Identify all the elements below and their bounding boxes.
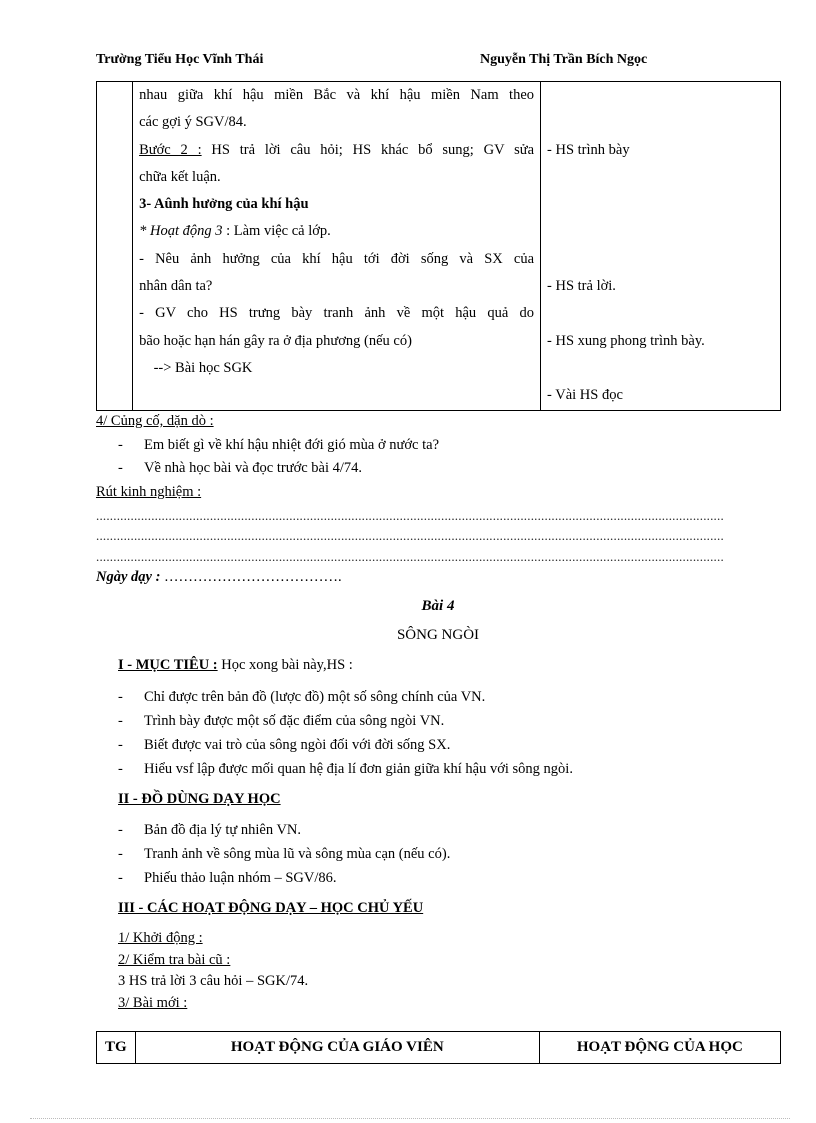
consolidation-heading: 4/ Củng cố, dặn dò : [96, 413, 214, 429]
table-line: chữa kết luận. [139, 168, 221, 185]
table-line [547, 109, 780, 136]
table-line: - HS xung phong trình bày. [547, 332, 705, 349]
lesson-number: Bài 4 [421, 598, 455, 614]
step-text: HS trả lời câu hỏi; HS khác bổ sung; GV sửa [201, 141, 535, 158]
bullet-dash: - [118, 761, 123, 777]
table-line: - Vài HS đọc [547, 387, 623, 404]
list-item-text: Tranh ảnh về sông mùa lũ và sông mùa cạn (nếu có). [144, 846, 451, 862]
teaching-date [96, 569, 342, 586]
bullet-dash: - [118, 822, 123, 838]
table-line: - Nêu ảnh hưởng của khí hậu tới đời sống và SX của [139, 250, 535, 267]
bullet-dash: - [118, 713, 123, 729]
bullet-dash: - [118, 689, 123, 705]
section-heading: I - MỤC TIÊU : [118, 657, 218, 673]
table-line: - HS trả lời. [547, 278, 616, 295]
table-line: bão hoặc hạn hán gây ra ở địa phương (nếu có) [139, 332, 412, 349]
list-item-text: Biết được vai trò của sông ngòi đối với đời sống SX. [144, 737, 451, 753]
table-line: - HS trình bày [547, 141, 630, 158]
teacher-activity-cell [133, 82, 541, 411]
table-line [139, 382, 534, 409]
table-line [139, 218, 534, 245]
date-label: Ngày dạy : [96, 569, 161, 585]
student-activity-cell [541, 82, 781, 411]
bullet-dash: - [118, 870, 123, 886]
list-item-text: Bản đồ địa lý tự nhiên VN. [144, 822, 302, 838]
activity-table-header [96, 1031, 781, 1064]
table-line [547, 164, 780, 191]
list-item-text: Chỉ được trên bản đồ (lược đồ) một số sông chính của VN. [144, 689, 486, 705]
table-line: nhau giữa khí hậu miền Bắc và khí hậu miền Nam theo [139, 87, 535, 103]
bullet-dash: - [118, 437, 123, 453]
section-objectives [118, 657, 353, 674]
experience-heading: Rút kinh nghiệm : [96, 484, 202, 500]
table-line: --> Bài học SGK [139, 359, 253, 376]
column-header-student: HOẠT ĐỘNG CỦA HỌC [539, 1032, 780, 1064]
warmup-label: 1/ Khởi động : [118, 930, 203, 946]
list-item-text: Về nhà học bài và đọc trước bài 4/74. [144, 460, 363, 476]
column-header-time: TG [97, 1032, 136, 1064]
column-header-teacher: HOẠT ĐỘNG CỦA GIÁO VIÊN [135, 1032, 539, 1064]
table-line [547, 82, 780, 109]
table-line [139, 137, 534, 164]
review-detail: 3 HS trả lời 3 câu hỏi – SGK/74. [118, 973, 309, 989]
table-line [547, 300, 780, 327]
step-label: Bước 2 : [139, 141, 202, 158]
lesson-title: SÔNG NGÒI [396, 627, 480, 643]
list-item-text: Em biết gì về khí hậu nhiệt đới gió mùa ở nước ta? [144, 437, 440, 453]
school-name: Trường Tiểu Học Vĩnh Thái [96, 52, 264, 67]
table-line [547, 191, 780, 218]
subsection-heading: 3- Aûnh hưởng của khí hậu [139, 196, 309, 213]
dotted-line: ...................................................................................................................................................................................... [96, 528, 724, 543]
page-footer-divider [30, 1118, 790, 1119]
table-line [547, 218, 780, 245]
teacher-name: Nguyễn Thị Trần Bích Ngọc [480, 52, 648, 67]
section-heading: II - ĐỒ DÙNG DẠY HỌC [118, 791, 281, 807]
list-item-text: Phiếu thảo luận nhóm – SGV/86. [144, 870, 337, 886]
review-label: 2/ Kiểm tra bài cũ : [118, 952, 231, 968]
table-line [547, 246, 780, 273]
list-item-text: Hiểu vsf lập được mối quan hệ địa lí đơn giản giữa khí hậu với sông ngòi. [144, 761, 573, 777]
bullet-dash: - [118, 737, 123, 753]
bullet-dash: - [118, 460, 123, 476]
dotted-line: ...................................................................................................................................................................................... [96, 549, 724, 564]
list-item-text: Trình bày được một số đặc điểm của sông ngòi VN. [144, 713, 445, 729]
bullet-dash: - [118, 846, 123, 862]
table-line: nhân dân ta? [139, 278, 213, 295]
section-heading: III - CÁC HOẠT ĐỘNG DẠY – HỌC CHỦ YẾU [118, 900, 424, 916]
activity-table-continued [96, 81, 781, 411]
table-line: các gợi ý SGV/84. [139, 114, 247, 131]
new-lesson-label: 3/ Bài mới : [118, 995, 188, 1011]
dotted-line: ...................................................................................................................................................................................... [96, 508, 724, 523]
table-line [547, 355, 780, 382]
table-line: - GV cho HS trưng bày tranh ảnh về một hậu quả do [139, 305, 535, 322]
time-column [97, 82, 133, 411]
activity-text: : Làm việc cả lớp. [222, 223, 331, 240]
activity-label: * Hoạt động 3 [139, 223, 223, 240]
date-value: ………………………………. [164, 569, 342, 585]
section-intro: Học xong bài này,HS : [217, 657, 353, 673]
